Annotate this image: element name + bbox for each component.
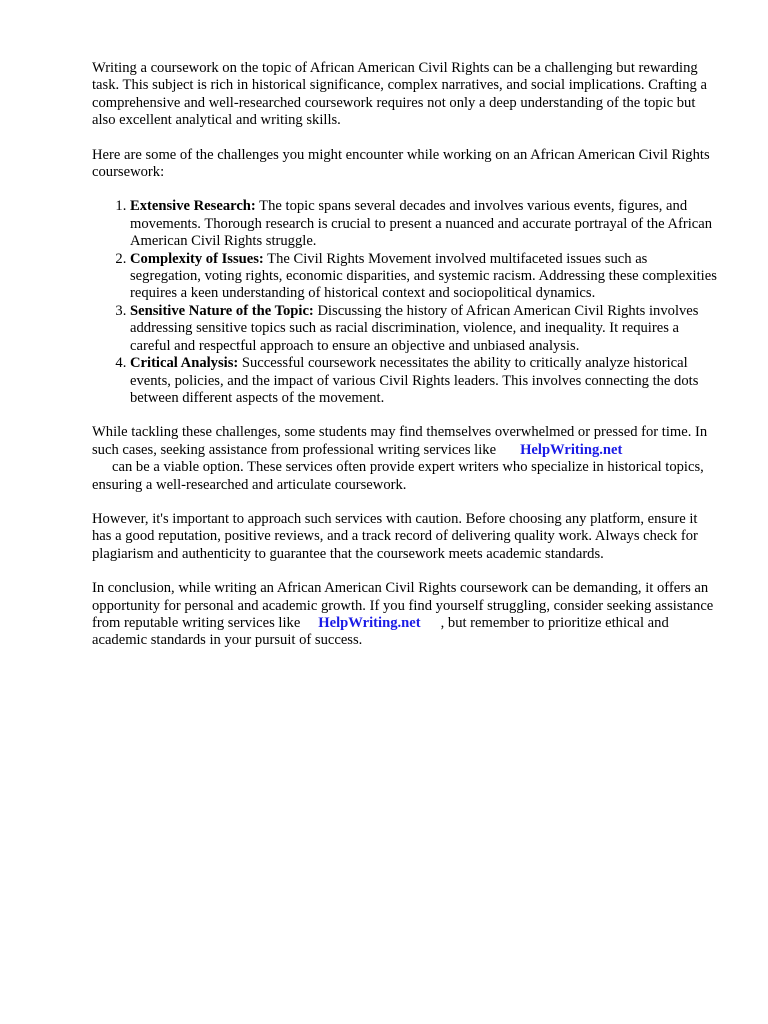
intro-paragraph: Writing a coursework on the topic of African American Civil Rights can be a challenging but rewarding task. This subject is rich in historical significance, complex narratives, and social implications. Crafting a comprehensive and well-researched coursework requires not only a deep understanding of the topic but also excellent analytical and writing skills. — [92, 60, 707, 129]
caution-paragraph: However, it's important to approach such services with caution. Before choosing any platform, ensure it has a good reputation, positive reviews, and a track record of delivering quality work. Always check for plagiarism and authenticity to guarantee that the coursework meets academic standards. — [92, 510, 698, 562]
challenge-term: Complexity of Issues: — [130, 250, 264, 267]
challenge-text: Discussing the history of African American Civil Rights involves addressing sensitive topics such as racial discrimination, violence, and inequality. It requires a careful and respectful approach to ensure an objective and unbiased analysis. — [130, 302, 699, 354]
challenges-list — [92, 198, 720, 407]
challenge-text: The Civil Rights Movement involved multifaceted issues such as segregation, voting rights, economic disparities, and systemic racism. Addressing these complexities requires a keen understanding of historical context and sociopolitical dynamics. — [130, 250, 717, 302]
assistance-paragraph — [92, 424, 720, 494]
challenge-text: The topic spans several decades and involves various events, figures, and movements. Thorough research is crucial to present a nuanced and accurate portrayal of the African American Civil Rights struggle. — [130, 198, 713, 250]
challenge-term: Critical Analysis: — [130, 355, 239, 372]
assistance-text-after: can be a viable option. These services often provide expert writers who specialize in historical topics, ensuring a well-researched and articulate coursework. — [92, 459, 704, 493]
challenge-text: Successful coursework necessitates the ability to critically analyze historical events, policies, and the impact of various Civil Rights leaders. This involves connecting the dots between different aspects of the movement. — [130, 355, 699, 406]
assistance-text-before: While tackling these challenges, some students may find themselves overwhelmed or pressed for time. In such cases, seeking assistance from professional writing services like — [92, 424, 708, 458]
helpwriting-link[interactable]: HelpWriting.net — [520, 441, 623, 458]
challenges-lead-paragraph: Here are some of the challenges you might encounter while working on an African American Civil Rights coursework: — [92, 146, 710, 181]
list-item — [130, 355, 720, 407]
list-item — [130, 303, 720, 355]
conclusion-paragraph — [92, 580, 720, 650]
conclusion-text-after: , but remember to prioritize ethical and academic standards in your pursuit of success. — [92, 614, 669, 649]
list-item — [130, 198, 720, 250]
document-body — [92, 60, 720, 667]
list-item — [130, 251, 720, 303]
conclusion-text-before: In conclusion, while writing an African American Civil Rights coursework can be demanding, it offers an opportunity for personal and academic growth. If you find yourself struggling, consider seeking assistance from reputable writing services like — [92, 580, 714, 631]
helpwriting-link[interactable]: HelpWriting.net — [318, 614, 421, 631]
challenge-term: Extensive Research: — [130, 198, 256, 215]
challenge-term: Sensitive Nature of the Topic: — [130, 302, 314, 319]
